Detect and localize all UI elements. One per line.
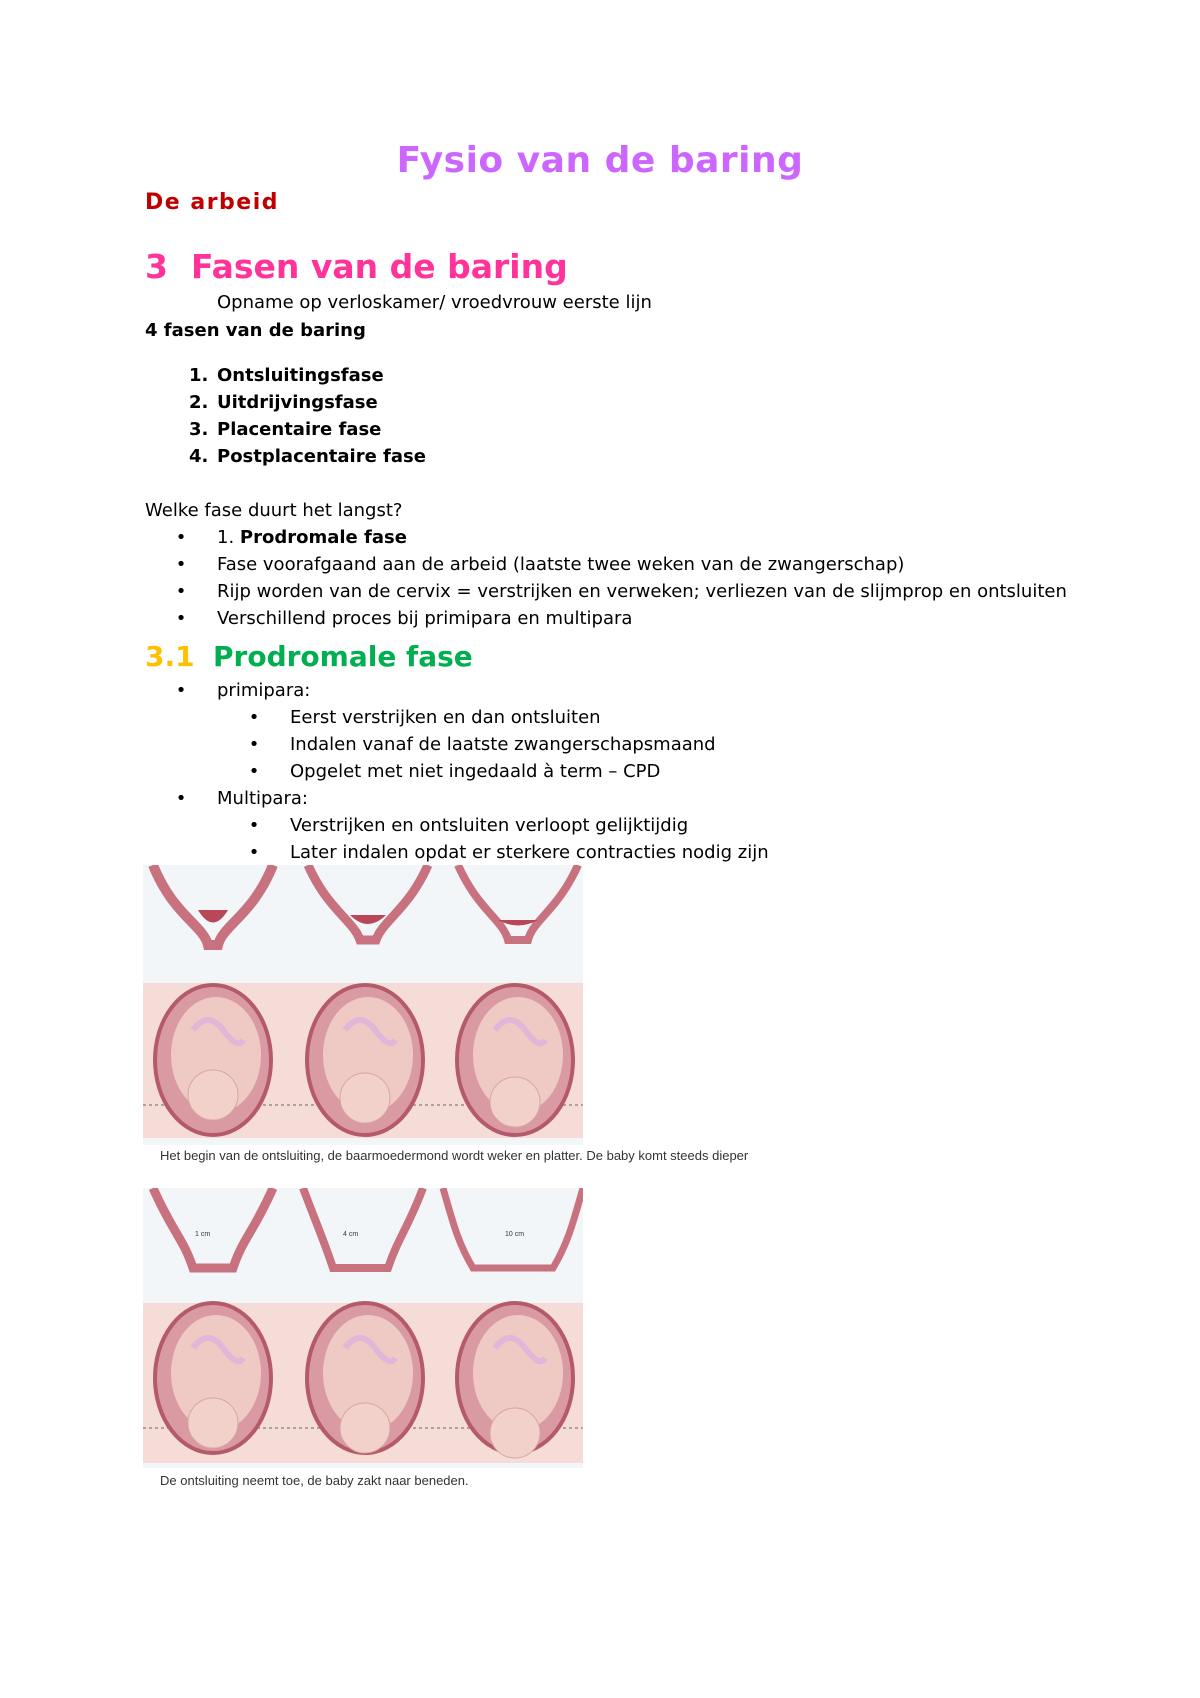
list-item: 3. Placentaire fase bbox=[189, 419, 382, 440]
section-heading bbox=[145, 247, 568, 286]
uterus-illustration-2 bbox=[143, 1188, 583, 1468]
list-item: • Fase voorafgaand aan de arbeid (laatste twee weken van de zwangerschap) bbox=[175, 554, 905, 575]
dilation-label: 10 cm bbox=[505, 1231, 525, 1238]
cervix-row bbox=[153, 1188, 583, 1268]
dilation-label: 4 cm bbox=[343, 1231, 359, 1238]
list-item: • Verschillend proces bij primipara en multipara bbox=[175, 608, 633, 629]
subsection-title: Prodromale fase bbox=[213, 640, 473, 673]
list-item: 1. Ontsluitingsfase bbox=[189, 365, 384, 386]
cervix-row bbox=[153, 865, 578, 945]
section-title: Fasen van de baring bbox=[191, 247, 568, 286]
list-item: • Opgelet met niet ingedaald à term – CPD bbox=[248, 761, 661, 782]
list-item: • Eerst verstrijken en dan ontsluiten bbox=[248, 707, 601, 728]
uterus-row bbox=[155, 985, 573, 1135]
document-title: Fysio van de baring bbox=[396, 140, 804, 181]
list-item: • Indalen vanaf de laatste zwangerschapsmaand bbox=[248, 734, 716, 755]
subheading: De arbeid bbox=[145, 190, 279, 215]
figure-progressing-dilation bbox=[143, 1188, 583, 1468]
list-item: • Rijp worden van de cervix = verstrijken en verweken; verliezen van de slijmprop en ontsluiten bbox=[175, 581, 1067, 602]
question-text: Welke fase duurt het langst? bbox=[145, 500, 403, 521]
list-item: 2. Uitdrijvingsfase bbox=[189, 392, 378, 413]
list-item: • primipara: bbox=[175, 680, 311, 701]
phases-list bbox=[145, 365, 426, 473]
section-number: 3 bbox=[145, 247, 168, 286]
subsection-number: 3.1 bbox=[145, 640, 195, 673]
prodromal-bullet-list bbox=[145, 680, 769, 869]
uterus-row bbox=[155, 1303, 573, 1458]
list-item: • 1. Prodromale fase bbox=[175, 527, 407, 548]
intro-text: Opname op verloskamer/ vroedvrouw eerste lijn bbox=[217, 292, 652, 313]
list-item: 4. Postplacentaire fase bbox=[189, 446, 426, 467]
dilation-label: 1 cm bbox=[195, 1231, 211, 1238]
subsection-heading bbox=[145, 640, 473, 673]
list-item: • Verstrijken en ontsluiten verloopt gelijktijdig bbox=[248, 815, 689, 836]
list-item: • Multipara: bbox=[175, 788, 308, 809]
uterus-illustration-1 bbox=[143, 865, 583, 1145]
phases-heading: 4 fasen van de baring bbox=[145, 320, 366, 341]
figure-early-dilation bbox=[143, 865, 583, 1145]
list-item: • Later indalen opdat er sterkere contracties nodig zijn bbox=[248, 842, 769, 863]
figure-caption-1: Het begin van de ontsluiting, de baarmoedermond wordt weker en platter. De baby komt steeds dieper bbox=[160, 1148, 749, 1163]
figure-caption-2: De ontsluiting neemt toe, de baby zakt naar beneden. bbox=[160, 1473, 469, 1488]
answer-bullet-list bbox=[145, 527, 1067, 635]
